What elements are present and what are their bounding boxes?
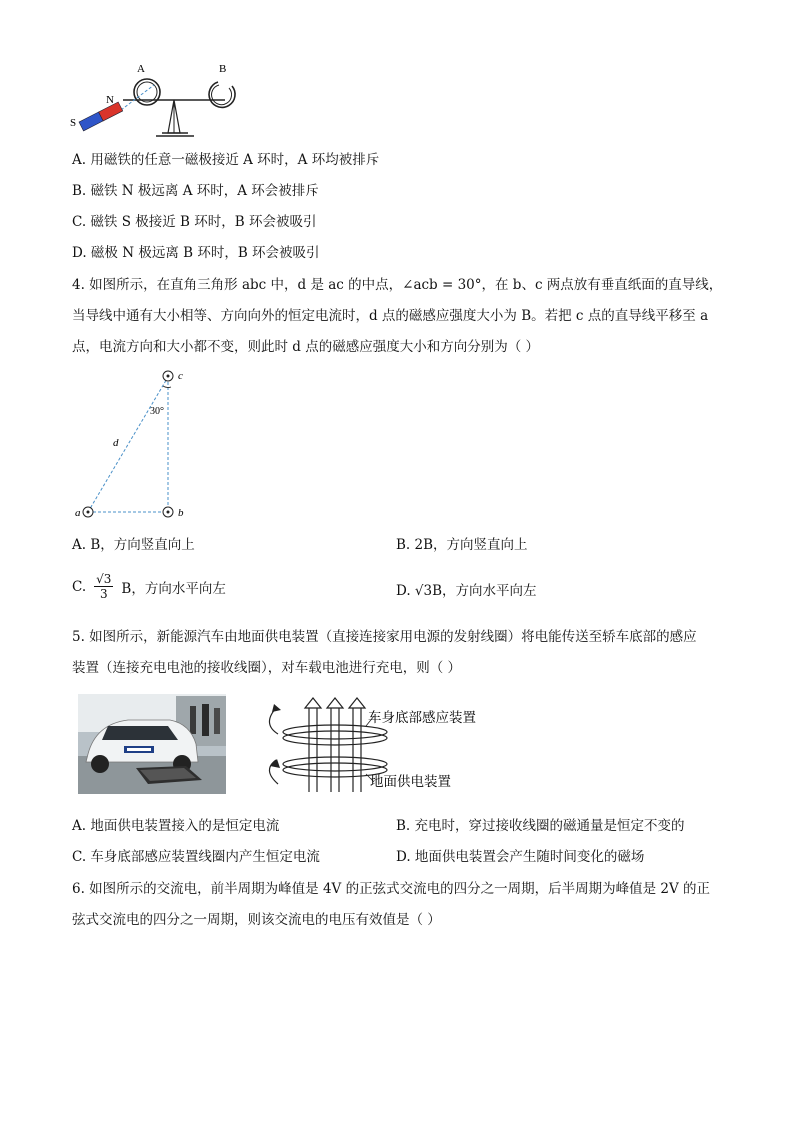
q4-option-c-suffix: B，方向水平向左	[121, 580, 226, 597]
q6-stem-line-2: 弦式交流电的四分之一周期，则该交流电的电压有效值是（ ）	[72, 912, 441, 928]
label-ring-a: A	[137, 63, 145, 75]
q3-option-b: B. 磁铁 N 极远离 A 环时，A 环会被排斥	[72, 183, 319, 199]
q3-option-d: D. 磁极 N 极远离 B 环时，B 环会被吸引	[72, 245, 320, 261]
car-charging-photo	[78, 694, 226, 794]
q4-stem-line-1: 4. 如图所示，在直角三角形 abc 中，d 是 ac 的中点，∠acb = 30°，在 b、c 两点放有垂直纸面的直导线，	[72, 277, 723, 293]
q5-option-c: C. 车身底部感应装置线圈内产生恒定电流	[72, 849, 320, 865]
label-angle: 30°	[150, 406, 164, 417]
triangle-figure	[66, 364, 206, 526]
q4-option-c-fraction	[94, 572, 113, 601]
q4-option-d: D. √3B，方向水平向左	[396, 583, 537, 599]
label-upper-coil: 车身底部感应装置	[368, 710, 476, 725]
q5-stem-line-2: 装置（连接充电电池的接收线圈），对车载电池进行充电，则（ ）	[72, 660, 462, 676]
label-magnet-s: S	[70, 117, 77, 129]
q4-option-c-denominator: 3	[99, 587, 108, 601]
label-magnet-n: N	[106, 94, 114, 106]
q3-option-c: C. 磁铁 S 极接近 B 环时，B 环会被吸引	[72, 214, 317, 230]
q4-option-b: B. 2B，方向竖直向上	[396, 537, 528, 553]
induction-diagram	[256, 694, 496, 798]
label-lower-coil: 地面供电装置	[370, 774, 451, 789]
q4-option-c-prefix: C.	[72, 578, 87, 595]
label-point-b: b	[178, 507, 184, 519]
q4-option-c	[72, 572, 226, 601]
q5-option-d: D. 地面供电装置会产生随时间变化的磁场	[396, 849, 645, 865]
label-point-a: a	[75, 507, 81, 519]
q6-stem-line-1: 6. 如图所示的交流电，前半周期为峰值是 4V 的正弦式交流电的四分之一周期，后半周期为峰值是 2V 的正	[72, 881, 711, 897]
label-ring-b: B	[219, 63, 227, 75]
magnet-rings-figure	[66, 60, 256, 142]
q5-option-b: B. 充电时，穿过接收线圈的磁通量是恒定不变的	[396, 818, 685, 834]
q4-stem-line-2: 当导线中通有大小相等、方向向外的恒定电流时，d 点的磁感应强度大小为 B。若把 c 点的直导线平移至 a	[72, 308, 709, 324]
label-point-d: d	[113, 437, 119, 449]
q4-stem-line-3: 点，电流方向和大小都不变，则此时 d 点的磁感应强度大小和方向分别为（ ）	[72, 339, 540, 355]
q5-stem-line-1: 5. 如图所示，新能源汽车由地面供电装置（直接连接家用电源的发射线圈）将电能传送至轿车底部的感应	[72, 629, 697, 645]
q3-option-a: A. 用磁铁的任意一磁极接近 A 环时，A 环均被排斥	[72, 152, 380, 168]
q4-option-c-numerator: √3	[96, 572, 112, 586]
q5-option-a: A. 地面供电装置接入的是恒定电流	[72, 818, 280, 834]
q4-option-a: A. B，方向竖直向上	[72, 537, 195, 553]
label-point-c: c	[178, 370, 183, 382]
